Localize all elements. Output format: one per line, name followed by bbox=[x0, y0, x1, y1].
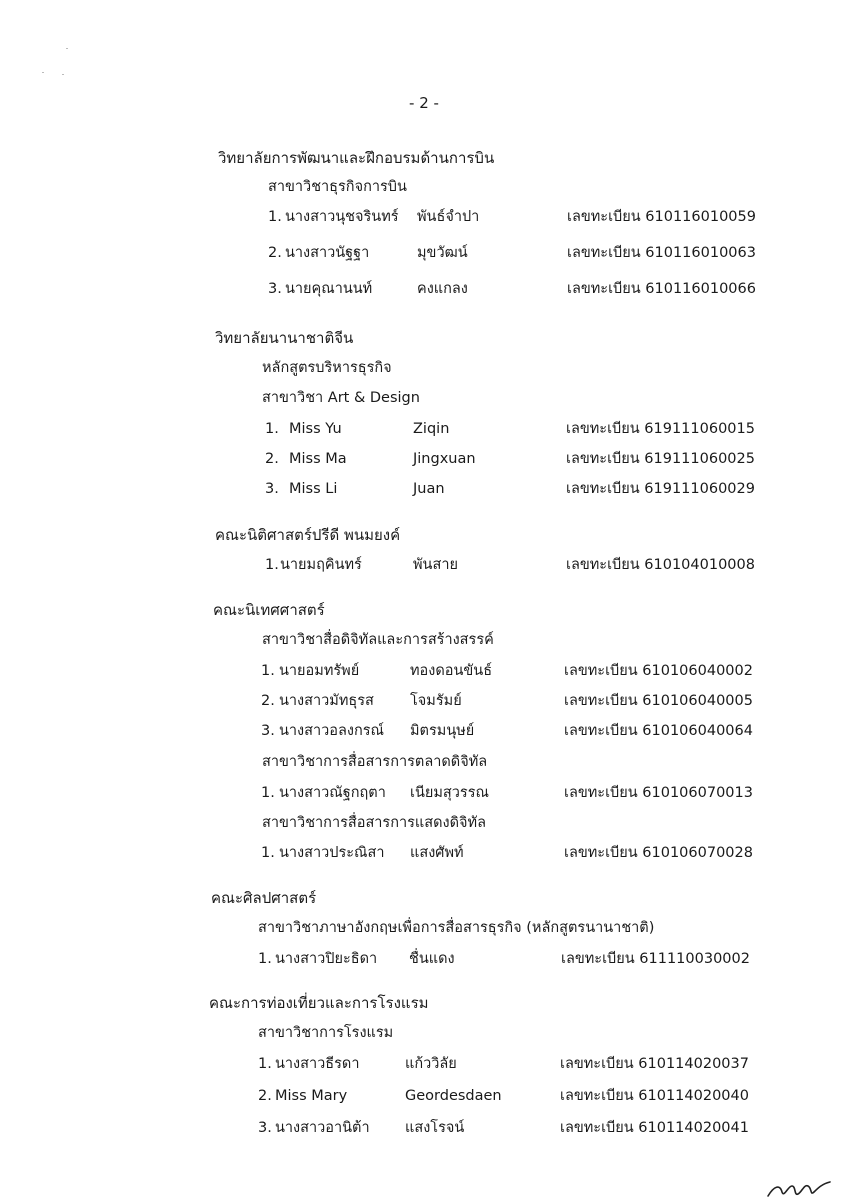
scan-speck bbox=[42, 72, 44, 73]
program-heading: สาขาวิชา Art & Design bbox=[262, 390, 420, 406]
student-name: นางสาวนุชจรินทร์ bbox=[285, 209, 399, 225]
row-number: 2. bbox=[261, 693, 275, 709]
registration-number: เลขทะเบียน 610116010059 bbox=[567, 209, 756, 225]
program-heading: สาขาวิชาธุรกิจการบิน bbox=[268, 179, 407, 195]
row-number: 1. bbox=[265, 557, 279, 573]
program-heading: สาขาวิชาการโรงแรม bbox=[258, 1025, 394, 1041]
registration-number: เลขทะเบียน 610106040005 bbox=[564, 693, 753, 709]
registration-number: เลขทะเบียน 610114020037 bbox=[560, 1056, 749, 1072]
faculty-heading: วิทยาลัยการพัฒนาและฝึกอบรมด้านการบิน bbox=[218, 149, 495, 167]
registration-number: เลขทะเบียน 611110030002 bbox=[561, 951, 750, 967]
student-name: นายคุณานนท์ bbox=[285, 281, 373, 297]
student-surname: คงแกลง bbox=[417, 281, 468, 297]
student-surname: เนียมสุวรรณ bbox=[410, 785, 489, 801]
registration-number: เลขทะเบียน 610104010008 bbox=[566, 557, 755, 573]
row-number: 1. bbox=[261, 785, 275, 801]
student-name: นางสาวอลงกรณ์ bbox=[279, 723, 384, 739]
registration-number: เลขทะเบียน 619111060015 bbox=[566, 421, 755, 437]
student-surname: ทองดอนขันธ์ bbox=[410, 663, 493, 679]
registration-number: เลขทะเบียน 619111060025 bbox=[566, 451, 755, 467]
program-heading: สาขาวิชาการสื่อสารการแสดงดิจิทัล bbox=[262, 815, 486, 831]
row-number: 3. bbox=[268, 281, 282, 297]
registration-number: เลขทะเบียน 619111060029 bbox=[566, 481, 755, 497]
scan-speck bbox=[62, 74, 64, 75]
student-surname: Juan bbox=[413, 481, 445, 497]
student-surname: แสงศัพท์ bbox=[410, 845, 464, 861]
faculty-heading: คณะนิติศาสตร์ปรีดี พนมยงค์ bbox=[215, 526, 401, 544]
scan-speck bbox=[66, 48, 68, 49]
row-number: 3. bbox=[258, 1120, 272, 1136]
registration-number: เลขทะเบียน 610114020041 bbox=[560, 1120, 749, 1136]
student-name: นางสาวประณิสา bbox=[279, 845, 385, 861]
student-surname: โจมรัมย์ bbox=[410, 693, 462, 709]
student-name: นางสาวธีรดา bbox=[275, 1056, 360, 1072]
student-surname: แสงโรจน์ bbox=[405, 1120, 465, 1136]
registration-number: เลขทะเบียน 610106040064 bbox=[564, 723, 753, 739]
registration-number: เลขทะเบียน 610106040002 bbox=[564, 663, 753, 679]
signature-mark bbox=[764, 1172, 834, 1200]
row-number: 2. bbox=[265, 451, 279, 467]
student-surname: ชื่นแดง bbox=[409, 951, 455, 967]
row-number: 1. bbox=[258, 1056, 272, 1072]
program-heading: สาขาวิชาการสื่อสารการตลาดดิจิทัล bbox=[262, 754, 488, 770]
student-name: Miss Mary bbox=[275, 1088, 348, 1104]
program-heading: หลักสูตรบริหารธุรกิจ bbox=[262, 360, 392, 376]
student-name: Miss Yu bbox=[289, 421, 342, 437]
row-number: 3. bbox=[265, 481, 279, 497]
student-surname: Ziqin bbox=[413, 421, 450, 437]
row-number: 1. bbox=[265, 421, 279, 437]
student-surname: Geordesdaen bbox=[405, 1088, 502, 1104]
program-heading: สาขาวิชาสื่อดิจิทัลและการสร้างสรรค์ bbox=[262, 632, 494, 648]
program-heading: สาขาวิชาภาษาอังกฤษเพื่อการสื่อสารธุรกิจ (หลักสูตรนานาชาติ) bbox=[258, 920, 655, 936]
student-surname: พันสาย bbox=[413, 557, 458, 573]
student-surname: แก้ววิลัย bbox=[405, 1056, 457, 1072]
student-surname: พันธ์จำปา bbox=[417, 209, 480, 225]
registration-number: เลขทะเบียน 610116010066 bbox=[567, 281, 756, 297]
row-number: 1. bbox=[261, 845, 275, 861]
registration-number: เลขทะเบียน 610106070013 bbox=[564, 785, 753, 801]
row-number: 3. bbox=[261, 723, 275, 739]
student-name: นางสาวนัฐฐา bbox=[285, 245, 370, 261]
student-surname: Jingxuan bbox=[413, 451, 476, 467]
page-number: - 2 - bbox=[409, 94, 439, 112]
row-number: 1. bbox=[261, 663, 275, 679]
faculty-heading: คณะการท่องเที่ยวและการโรงแรม bbox=[209, 994, 429, 1012]
row-number: 2. bbox=[258, 1088, 272, 1104]
registration-number: เลขทะเบียน 610114020040 bbox=[560, 1088, 749, 1104]
student-name: นางสาวณัฐกฤตา bbox=[279, 785, 386, 801]
student-surname: มุขวัฒน์ bbox=[417, 245, 468, 261]
faculty-heading: คณะศิลปศาสตร์ bbox=[211, 889, 317, 907]
student-name: นางสาวมัทธุรส bbox=[279, 693, 374, 709]
student-name: Miss Ma bbox=[289, 451, 347, 467]
row-number: 1. bbox=[258, 951, 272, 967]
student-name: นางสาวอานิต้า bbox=[275, 1120, 370, 1136]
registration-number: เลขทะเบียน 610116010063 bbox=[567, 245, 756, 261]
faculty-heading: วิทยาลัยนานาชาติจีน bbox=[215, 329, 354, 347]
registration-number: เลขทะเบียน 610106070028 bbox=[564, 845, 753, 861]
student-name: นายมฤคินทร์ bbox=[280, 557, 362, 573]
student-name: นายอมทรัพย์ bbox=[279, 663, 360, 679]
faculty-heading: คณะนิเทศศาสตร์ bbox=[213, 601, 325, 619]
row-number: 2. bbox=[268, 245, 282, 261]
student-name: Miss Li bbox=[289, 481, 338, 497]
student-surname: มิตรมนุษย์ bbox=[410, 723, 475, 739]
row-number: 1. bbox=[268, 209, 282, 225]
student-name: นางสาวปิยะธิดา bbox=[275, 951, 378, 967]
